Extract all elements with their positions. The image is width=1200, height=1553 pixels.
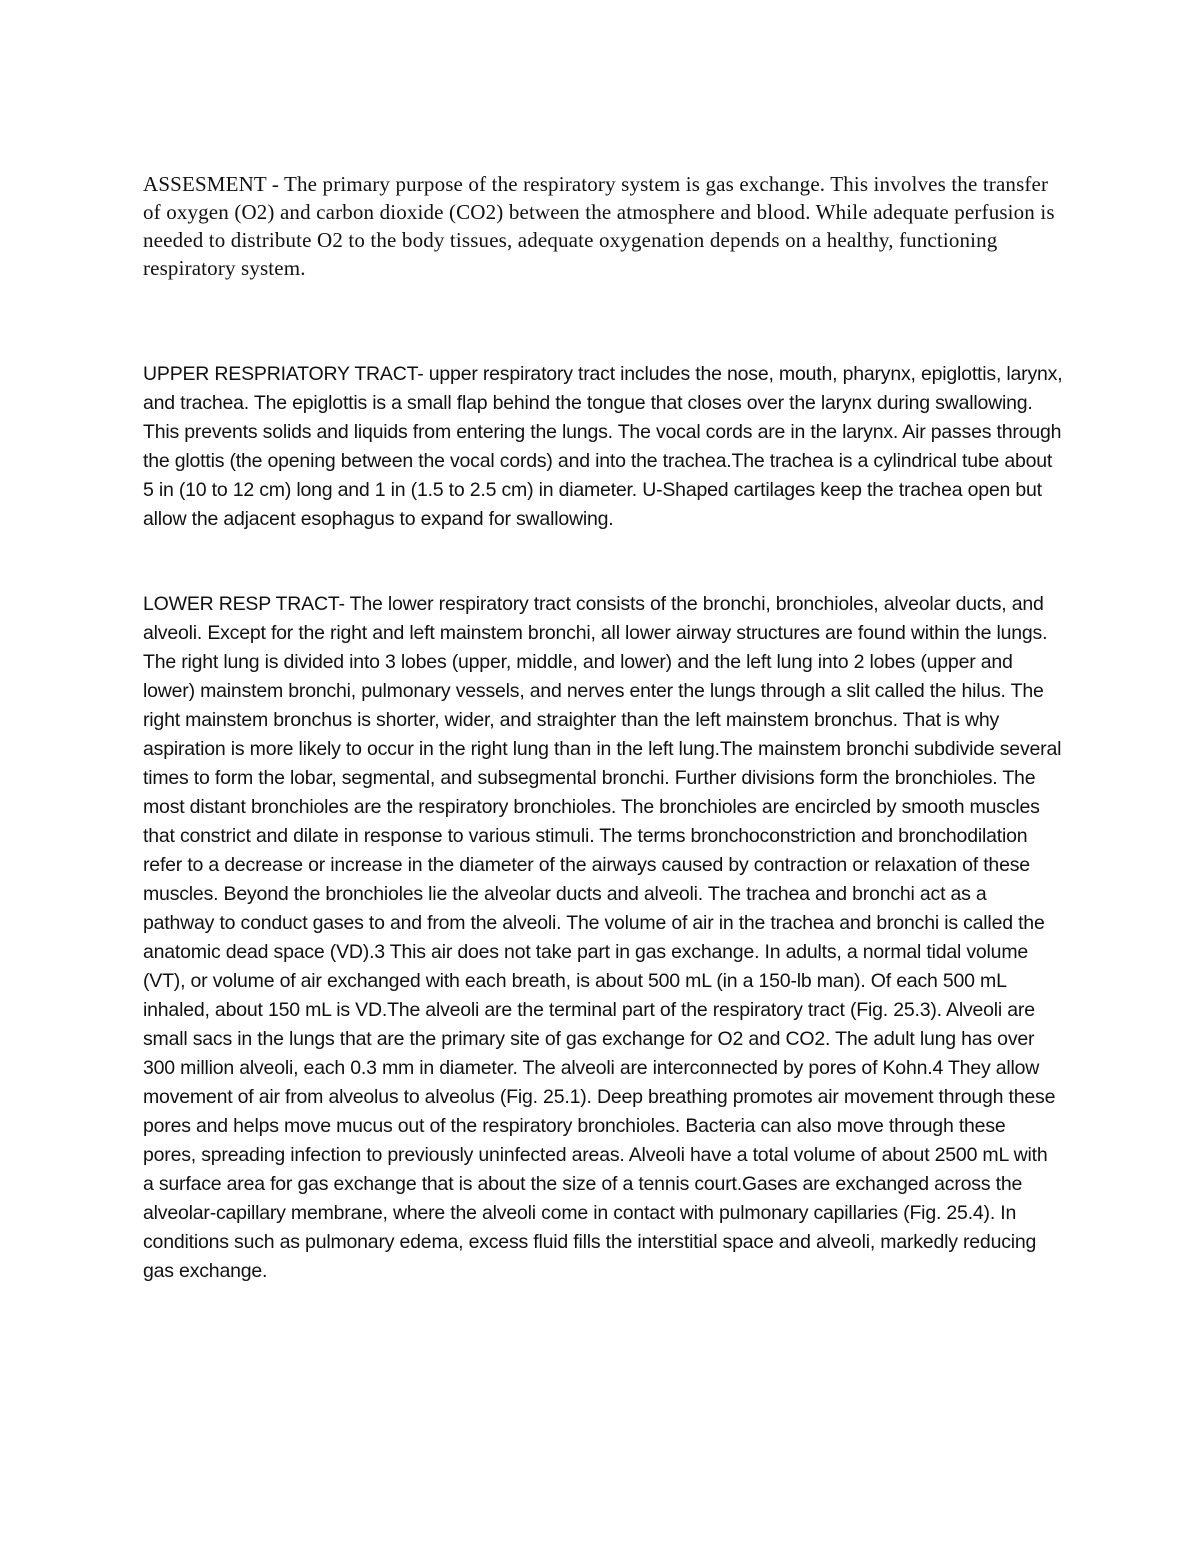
assessment-paragraph: ASSESMENT - The primary purpose of the respiratory system is gas exchange. This involves the transfer of oxygen (O2) and carbon dioxide (CO2) between the atmosphere and blood. While adequate perfusion is needed to distribute O2 to the body tissues, adequate oxygenation depends on a healthy, functioning respiratory system. bbox=[143, 172, 1055, 280]
lower-respiratory-tract-paragraph: LOWER RESP TRACT- The lower respiratory tract consists of the bronchi, bronchioles, alveolar ducts, and alveoli. Except for the right and left mainstem bronchi, all lower airway structures are found within the lungs. The right lung is divided into 3 lobes (upper, middle, and lower) and the left lung into 2 lobes (upper and lower) mainstem bronchi, pulmonary vessels, and nerves enter the lungs through a slit called the hilus. The right mainstem bronchus is shorter, wider, and straighter than the left mainstem bronchus. That is why aspiration is more likely to occur in the right lung than in the left lung.The mainstem bronchi subdivide several times to form the lobar, segmental, and subsegmental bronchi. Further divisions form the bronchioles. The most distant bronchioles are the respiratory bronchioles. The bronchioles are encircled by smooth muscles that constrict and dilate in response to various stimuli. The terms bronchoconstriction and bronchodilation refer to a decrease or increase in the diameter of the airways caused by contraction or relaxation of these muscles. Beyond the bronchioles lie the alveolar ducts and alveoli. The trachea and bronchi act as a pathway to conduct gases to and from the alveoli. The volume of air in the trachea and bronchi is called the anatomic dead space (VD).3 This air does not take part in gas exchange. In adults, a normal tidal volume (VT), or volume of air exchanged with each breath, is about 500 mL (in a 150-lb man). Of each 500 mL inhaled, about 150 mL is VD.The alveoli are the terminal part of the respiratory tract (Fig. 25.3). Alveoli are small sacs in the lungs that are the primary site of gas exchange for O2 and CO2. The adult lung has over 300 million alveoli, each 0.3 mm in diameter. The alveoli are interconnected by pores of Kohn.4 They allow movement of air from alveolus to alveolus (Fig. 25.1). Deep breathing promotes air movement through these pores and helps move mucus out of the respiratory bronchioles. Bacteria can also move through these pores, spreading infection to previously uninfected areas. Alveoli have a total volume of about 2500 mL with a surface area for gas exchange that is about the size of a tennis court.Gases are exchanged across the alveolar-capillary membrane, where the alveoli come in contact with pulmonary capillaries (Fig. 25.4). In conditions such as pulmonary edema, excess fluid fills the interstitial space and alveoli, markedly reducing gas exchange. bbox=[143, 593, 1062, 1282]
upper-respiratory-tract-paragraph: UPPER RESPRIATORY TRACT- upper respiratory tract includes the nose, mouth, pharynx, epiglottis, larynx, and trachea. The epiglottis is a small flap behind the tongue that closes over the larynx during swallowing. This prevents solids and liquids from entering the lungs. The vocal cords are in the larynx. Air passes through the glottis (the opening between the vocal cords) and into the trachea.The trachea is a cylindrical tube about 5 in (10 to 12 cm) long and 1 in (1.5 to 2.5 cm) in diameter. U-Shaped cartilages keep the trachea open but allow the adjacent esophagus to expand for swallowing. bbox=[143, 363, 1063, 530]
